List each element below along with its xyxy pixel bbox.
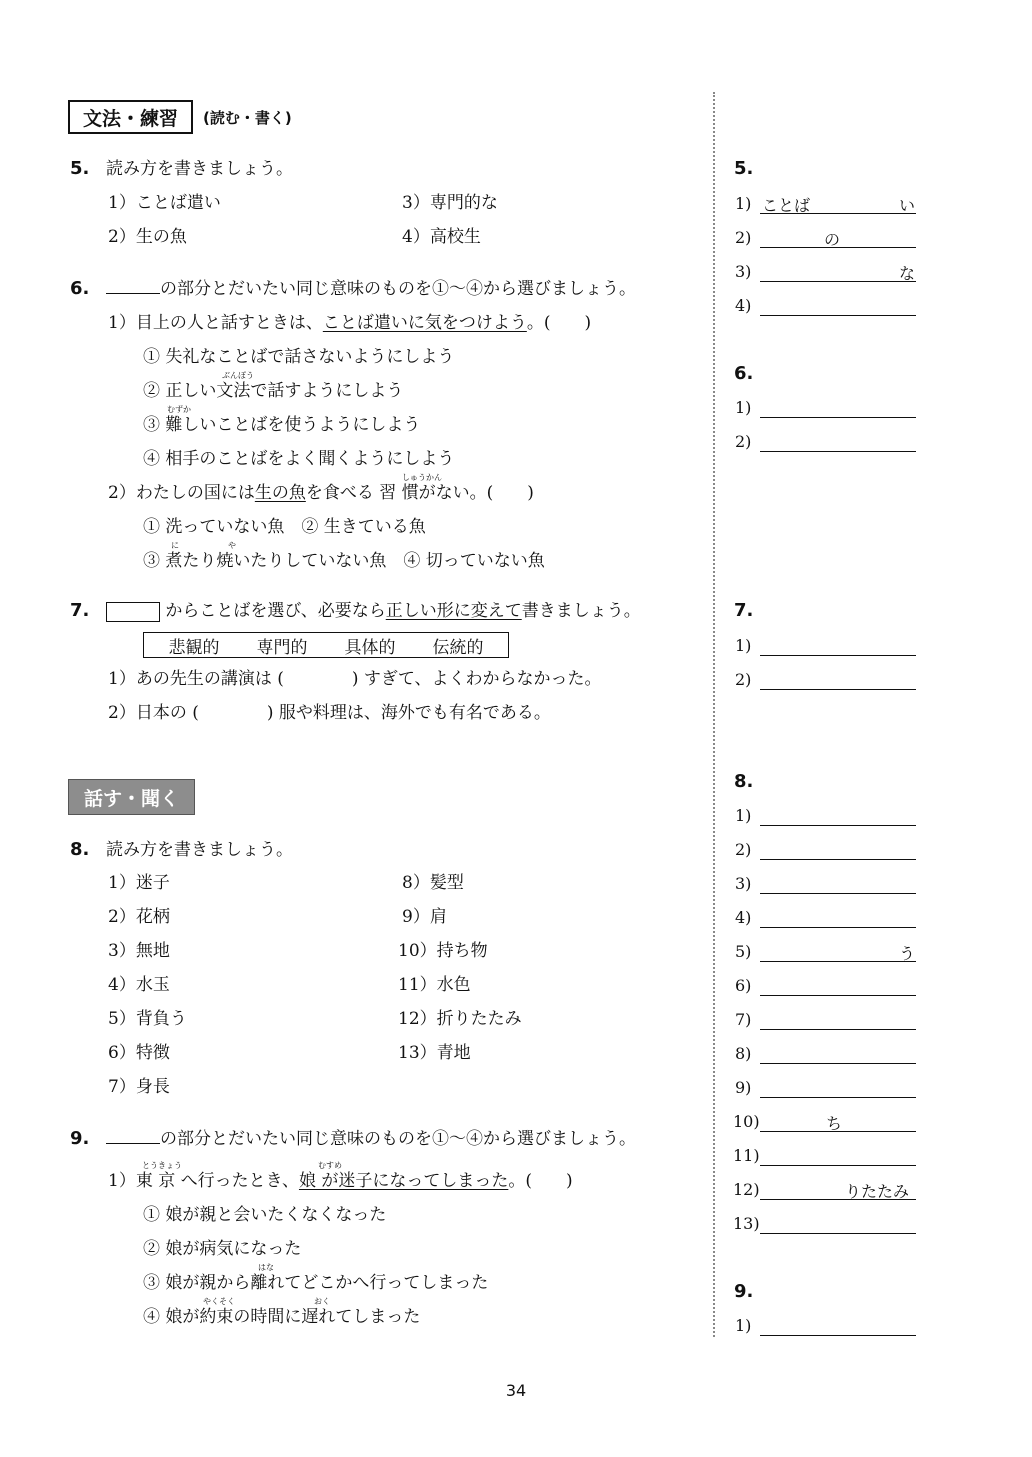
q8-item-10: 10）持ち物 (398, 941, 488, 961)
q6-sentence-2 (108, 483, 534, 503)
answer-num: 4) (735, 908, 752, 927)
ruby-shuukan: しゅうかん (402, 473, 442, 482)
answer-num: 13) (733, 1214, 760, 1233)
answer-num: 2) (735, 228, 752, 247)
q7-sentence-1: 1）あの先生の講演は ( ) すぎて、よくわからなかった。 (108, 669, 602, 689)
answer-field[interactable] (760, 1165, 916, 1166)
q7-instruction-post: 書きましょう。 (521, 601, 641, 621)
answer-field[interactable] (760, 1199, 916, 1200)
answer-field[interactable] (760, 689, 916, 690)
q5-item-4: 4）高校生 (402, 227, 481, 247)
q8-item-3: 3）無地 (108, 941, 170, 961)
answer-num: 1) (735, 636, 752, 655)
q6-option-4: ④ 相手のことばをよく聞くようにしよう (143, 449, 455, 469)
q6-option-6: ③ 煮たり焼いたりしていない魚 ④ 切っていない魚 (143, 551, 545, 571)
word-4: 伝統的 (432, 637, 484, 658)
column-divider (713, 92, 715, 1337)
q6-s1-pre: 1）目上の人と話すときは、 (108, 313, 323, 333)
underline-blank (106, 1129, 160, 1144)
q8-item-4: 4）水玉 (108, 975, 170, 995)
answer-field[interactable] (760, 893, 916, 894)
q9-sentence-1 (108, 1171, 573, 1191)
q8-item-12: 12）折りたたみ (398, 1009, 522, 1029)
answer-num: 1) (735, 806, 752, 825)
page-number: 34 (505, 1381, 527, 1400)
q6-option-5: ① 洗っていない魚 ② 生きている魚 (143, 517, 426, 537)
section-subtitle: (読む・書く) (203, 109, 292, 127)
q6-instruction-line (106, 279, 636, 299)
word-1: 悲観的 (168, 637, 220, 658)
q8-item-6: 6）特徴 (108, 1043, 170, 1063)
q7-number: 7. (70, 600, 90, 621)
answer-field[interactable] (760, 213, 916, 214)
q9-option-4: ④ 娘が約束の時間に遅れてしまった (143, 1307, 421, 1327)
ruby-ya: や (228, 541, 236, 550)
word-3: 具体的 (344, 637, 396, 658)
q7-instruction-underlined: 正しい形に変えて (385, 601, 522, 621)
answer-field[interactable] (760, 1335, 916, 1336)
q8-item-9: 9）肩 (402, 907, 447, 927)
q6-option-3: ③ 難しいことばを使うようにしよう (143, 415, 421, 435)
answer-num: 12) (733, 1180, 760, 1199)
q8-item-2: 2）花柄 (108, 907, 170, 927)
section-title-grammar: 文法・練習 (68, 100, 193, 134)
q6-s2-underlined: 生の魚 (254, 483, 306, 503)
q5-item-1: 1）ことば遣い (108, 193, 221, 213)
q9-option-1: ① 娘が親と会いたくなくなった (143, 1205, 387, 1225)
q7-word-box (143, 632, 509, 658)
ruby-toukyou: とうきょう (142, 1161, 182, 1170)
q6-option-1: ① 失礼なことばで話さないようにしよう (143, 347, 455, 367)
answer-field[interactable] (760, 1131, 916, 1132)
answer-field[interactable] (760, 927, 916, 928)
q9-s1-post: 。( ) (508, 1171, 573, 1191)
word-2: 専門的 (256, 637, 308, 658)
answer-field[interactable] (760, 995, 916, 996)
answer-field[interactable] (760, 825, 916, 826)
q9-s1-underlined: 娘 が迷子になってしまった (298, 1171, 509, 1191)
answer-head-9: 9. (734, 1281, 754, 1302)
answer-hint: ことば (762, 196, 811, 215)
answer-field[interactable] (760, 859, 916, 860)
answer-field[interactable] (760, 655, 916, 656)
ruby-ni: に (171, 541, 179, 550)
q8-item-13: 13）青地 (398, 1043, 471, 1063)
q6-number: 6. (70, 278, 90, 299)
answer-num: 5) (735, 942, 752, 961)
underline-blank (106, 279, 160, 294)
box-blank (106, 602, 160, 622)
q6-option-2: ② 正しい文法で話すようにしよう (143, 381, 404, 401)
answer-head-6: 6. (734, 363, 754, 384)
answer-field[interactable] (760, 1029, 916, 1030)
answer-num: 8) (735, 1044, 752, 1063)
answer-field[interactable] (760, 1233, 916, 1234)
q7-sentence-2: 2）日本の ( ) 服や料理は、海外でも有名である。 (108, 703, 551, 723)
answer-hint: りたたみ (845, 1182, 910, 1201)
q9-number: 9. (70, 1128, 90, 1149)
answer-num: 7) (735, 1010, 752, 1029)
q7-instruction-pre: からことばを選び、必要なら (165, 601, 386, 621)
section-title-speak-listen: 話す・聞く (68, 779, 195, 815)
answer-field[interactable] (760, 281, 916, 282)
answer-field[interactable] (760, 315, 916, 316)
answer-num: 6) (735, 976, 752, 995)
q8-item-8: 8）髪型 (402, 873, 464, 893)
answer-field[interactable] (760, 417, 916, 418)
answer-field[interactable] (760, 247, 916, 248)
q9-option-3: ③ 娘が親から離れてどこかへ行ってしまった (143, 1273, 489, 1293)
q8-item-11: 11）水色 (398, 975, 471, 995)
q9-option-2: ② 娘が病気になった (143, 1239, 302, 1259)
q8-number: 8. (70, 839, 90, 860)
answer-field[interactable] (760, 1097, 916, 1098)
answer-num: 1) (735, 398, 752, 417)
q6-s2-post: を食べる 習 慣がない。( ) (305, 483, 534, 503)
answer-num: 3) (735, 874, 752, 893)
ruby-musume: むすめ (318, 1161, 342, 1170)
q9-s1-pre: 1）東 京 へ行ったとき、 (108, 1171, 299, 1191)
answer-num: 1) (735, 1316, 752, 1335)
q6-s1-post: 。( ) (526, 313, 592, 333)
answer-num: 9) (735, 1078, 752, 1097)
q9-instruction-line (106, 1129, 636, 1149)
ruby-hana: はな (258, 1263, 274, 1272)
answer-hint: の (824, 230, 841, 249)
ruby-bunpou: ぶんぽう (222, 371, 254, 380)
answer-num: 1) (735, 194, 752, 213)
q6-s1-underlined: ことば遣いに気をつけよう (322, 313, 527, 333)
q5-instruction: 読み方を書きましょう。 (106, 159, 293, 179)
q8-item-5: 5）背負う (108, 1009, 187, 1029)
q5-item-2: 2）生の魚 (108, 227, 187, 247)
q8-instruction: 読み方を書きましょう。 (106, 840, 293, 860)
q5-number: 5. (70, 158, 90, 179)
q8-item-1: 1）迷子 (108, 873, 170, 893)
ruby-yakusoku: やくそく (203, 1297, 235, 1306)
answer-field[interactable] (760, 451, 916, 452)
answer-head-8: 8. (734, 771, 754, 792)
answer-num: 4) (735, 296, 752, 315)
q8-item-7: 7）身長 (108, 1077, 170, 1097)
answer-field[interactable] (760, 961, 916, 962)
answer-num: 2) (735, 670, 752, 689)
answer-num: 11) (733, 1146, 760, 1165)
answer-num: 2) (735, 432, 752, 451)
ruby-oku: おく (314, 1297, 330, 1306)
answer-head-5: 5. (734, 158, 754, 179)
q6-sentence-1 (108, 313, 591, 333)
answer-hint: い (899, 196, 916, 215)
ruby-muzuka: むずか (167, 405, 191, 414)
q5-item-3: 3）専門的な (402, 193, 498, 213)
q7-instruction-line (106, 601, 641, 622)
answer-num: 10) (733, 1112, 760, 1131)
answer-num: 3) (735, 262, 752, 281)
answer-num: 2) (735, 840, 752, 859)
q9-instruction: の部分とだいたい同じ意味のものを①〜④から選びましょう。 (160, 1129, 636, 1149)
answer-hint: な (899, 264, 916, 283)
q6-s2-pre: 2）わたしの国には (108, 483, 255, 503)
answer-hint: ち (826, 1114, 843, 1133)
answer-hint: う (899, 944, 916, 963)
answer-head-7: 7. (734, 600, 754, 621)
q6-instruction: の部分とだいたい同じ意味のものを①〜④から選びましょう。 (160, 279, 636, 299)
answer-field[interactable] (760, 1063, 916, 1064)
